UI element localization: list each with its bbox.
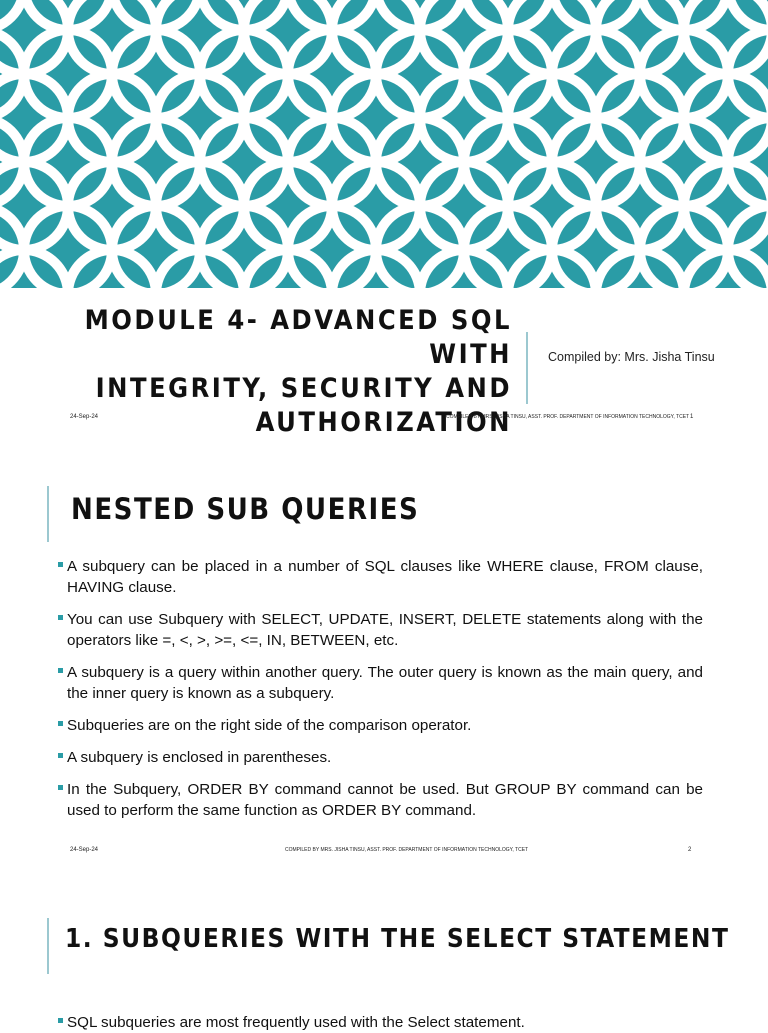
slide1-page-number: 1	[690, 414, 694, 420]
slide2-bullet-list	[58, 556, 703, 832]
slide1-title-line-3: AUTHORIZATION	[255, 407, 512, 438]
list-item: You can use Subquery with SELECT, UPDATE, INSERT, DELETE statements along with the operators like =, <, >, >=, <=, IN, BETWEEN, etc.	[58, 609, 703, 651]
slide1-title-line-1: MODULE 4- ADVANCED SQL WITH	[84, 305, 512, 370]
slide2-title: NESTED SUB QUERIES	[71, 492, 420, 526]
bullet-square-icon	[58, 721, 63, 726]
slide1-footer-credit: COMPILED BY MRS. JISHA TINSU, ASST. PROF. DEPARTMENT OF INFORMATION TECHNOLOGY, TCET	[446, 414, 690, 420]
bullet-square-icon	[58, 668, 63, 673]
list-item: A subquery is a query within another query. The outer query is known as the main query, and the inner query is known as a subquery.	[58, 662, 703, 704]
list-item: A subquery is enclosed in parentheses.	[58, 747, 703, 768]
slide2-footer-date: 24-Sep-24	[70, 847, 99, 853]
slide1-footer-date: 24-Sep-24	[70, 414, 99, 420]
bullet-square-icon	[58, 1018, 63, 1023]
title-banner-pattern	[0, 0, 768, 288]
bullet-square-icon	[58, 562, 63, 567]
slide3-title: 1. SUBQUERIES WITH THE SELECT STATEMENT	[65, 924, 730, 954]
circle-pattern-graphic	[0, 0, 768, 288]
slide3-title-accent	[47, 918, 49, 974]
list-item: A subquery can be placed in a number of SQL clauses like WHERE clause, FROM clause, HAVING clause.	[58, 556, 703, 598]
bullet-square-icon	[58, 615, 63, 620]
slide1-divider	[526, 332, 528, 404]
slide1-title	[40, 304, 512, 440]
slide2-page-number: 2	[688, 847, 692, 853]
slide3-bullet-partial: SQL subqueries are most frequently used with the Select statement.	[58, 1012, 767, 1033]
bullet-square-icon	[58, 785, 63, 790]
slide2-title-accent	[47, 486, 49, 542]
list-item: In the Subquery, ORDER BY command cannot be used. But GROUP BY command can be used to perform the same function as ORDER BY command.	[58, 779, 703, 821]
bullet-square-icon	[58, 753, 63, 758]
slide1-compiled-by: Compiled by: Mrs. Jisha Tinsu	[548, 350, 715, 364]
slide2-footer-credit: COMPILED BY MRS. JISHA TINSU, ASST. PROF. DEPARTMENT OF INFORMATION TECHNOLOGY, TCET	[285, 847, 529, 853]
list-item: Subqueries are on the right side of the comparison operator.	[58, 715, 703, 736]
slide1-title-line-2: INTEGRITY, SECURITY AND	[95, 373, 512, 404]
